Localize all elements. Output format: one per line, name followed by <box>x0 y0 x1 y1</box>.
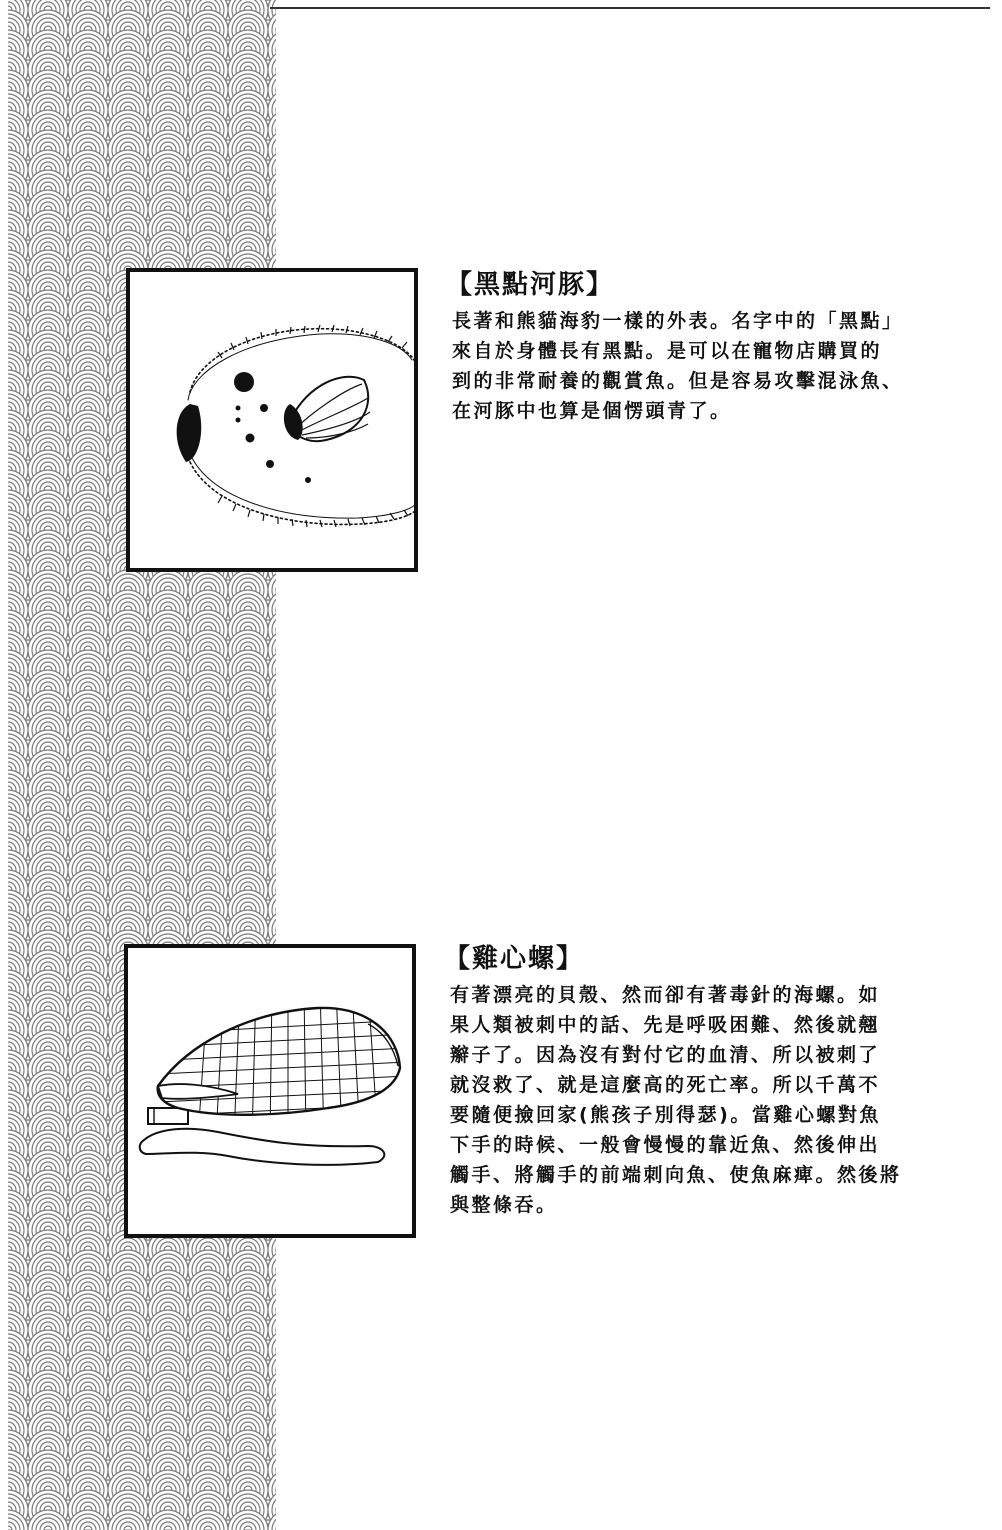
cone-snail-entry <box>444 942 970 1220</box>
top-rule <box>270 7 990 9</box>
cone-snail-description: 有著漂亮的貝殼、然而卻有著毒針的海螺。如 果人類被刺中的話、先是呼吸困難、然後就翹 辮子了。因為沒有對付它的血清、所以被刺了 就沒救了、就是這麼高的死亡率。所以千萬不 要隨便撿回家(熊孩子別得瑟)。當雞心螺對魚 下手的時候、一般會慢慢的靠近魚、然後伸出 觸手、將觸手的前端刺向魚、使魚麻痺。然後將 與整條吞。 <box>450 984 902 1216</box>
puffer-fish-description: 長著和熊貓海豹一樣的外表。名字中的「黑點」 來自於身體長有黑點。是可以在寵物店購買的 到的非常耐養的觀賞魚。但是容易攻擊混泳魚、 在河豚中也算是個愣頭青了。 <box>452 310 904 422</box>
puffer-fish-entry <box>446 268 972 426</box>
cone-snail-illustration-icon <box>128 948 412 1234</box>
cone-snail-title: 【雞心螺】 <box>444 944 585 974</box>
wave-pattern-strip <box>8 0 276 1530</box>
cone-snail-panel <box>124 944 416 1238</box>
puffer-fish-illustration-icon <box>130 272 414 568</box>
puffer-fish-title: 【黑點河豚】 <box>446 270 615 300</box>
puffer-fish-panel <box>126 268 418 572</box>
